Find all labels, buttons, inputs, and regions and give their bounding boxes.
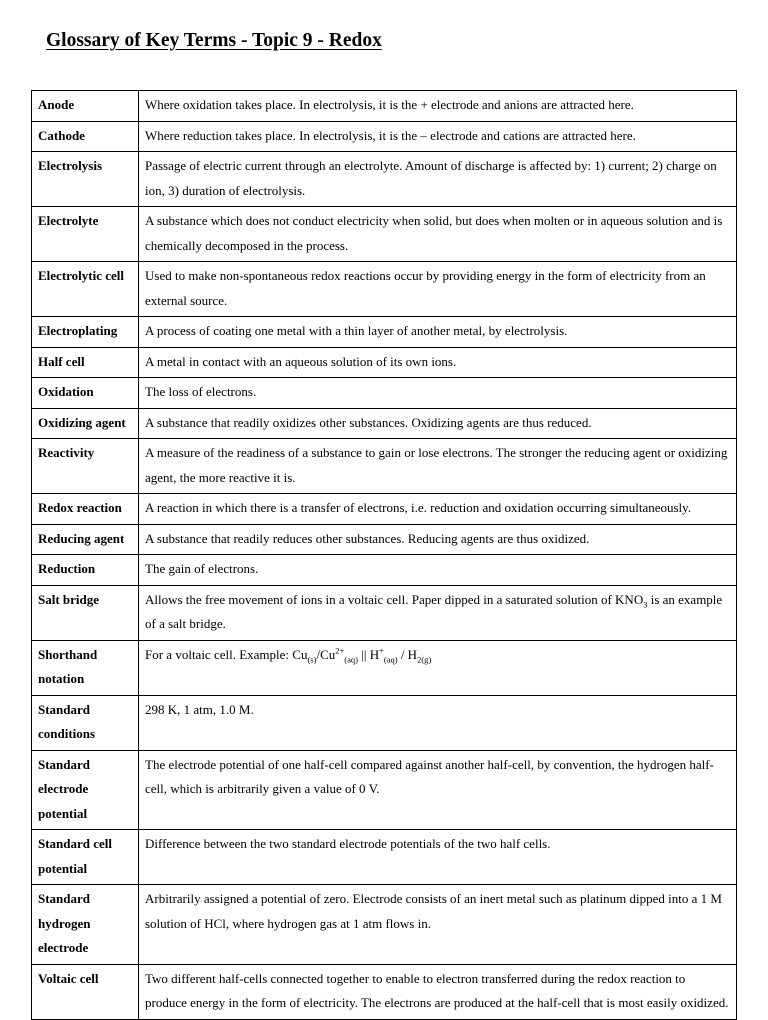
definition-cell: 298 K, 1 atm, 1.0 M. [139, 695, 737, 750]
definition-text: /Cu [316, 646, 336, 662]
definition-text: For a voltaic cell. Example: Cu [145, 646, 308, 662]
table-row [32, 885, 737, 965]
table-row [32, 439, 737, 494]
definition-cell: Passage of electric current through an electrolyte. Amount of discharge is affected by: 1) current; 2) charge on ion, 3) duration of electrolysis. [139, 152, 737, 207]
term-cell: Shorthand notation [32, 640, 139, 695]
term-cell: Voltaic cell [32, 964, 139, 1019]
subscript: 3 [643, 599, 648, 610]
definition-cell: Used to make non-spontaneous redox reactions occur by providing energy in the form of electricity from an external source. [139, 262, 737, 317]
term-cell: Half cell [32, 347, 139, 378]
term-cell: Standard electrode potential [32, 750, 139, 830]
definition-cell: Where oxidation takes place. In electrolysis, it is the + electrode and anions are attracted here. [139, 91, 737, 122]
table-row [32, 121, 737, 152]
subscript: (aq) [344, 654, 358, 665]
table-row [32, 830, 737, 885]
term-cell: Reduction [32, 555, 139, 586]
subscript: 2(g) [417, 654, 432, 665]
superscript: 2+ [335, 645, 345, 656]
definition-cell: Difference between the two standard electrode potentials of the two half cells. [139, 830, 737, 885]
term-cell: Oxidation [32, 378, 139, 409]
term-cell: Cathode [32, 121, 139, 152]
definition-cell: A measure of the readiness of a substance to gain or lose electrons. The stronger the reducing agent or oxidizing agent, the more reactive it is. [139, 439, 737, 494]
term-cell: Electrolyte [32, 207, 139, 262]
term-cell: Anode [32, 91, 139, 122]
definition-cell: A substance which does not conduct electricity when solid, but does when molten or in aqueous solution and is chemically decomposed in the process. [139, 207, 737, 262]
definition-cell [139, 585, 737, 640]
glossary-table [31, 90, 737, 1020]
definition-cell: The gain of electrons. [139, 555, 737, 586]
table-row [32, 152, 737, 207]
table-row [32, 555, 737, 586]
definition-cell: The loss of electrons. [139, 378, 737, 409]
table-row [32, 207, 737, 262]
definition-cell: Where reduction takes place. In electrolysis, it is the – electrode and cations are attracted here. [139, 121, 737, 152]
term-cell: Standard hydrogen electrode [32, 885, 139, 965]
definition-text: Allows the free movement of ions in a voltaic cell. Paper dipped in a saturated solution of KNO [145, 591, 644, 607]
term-cell: Standard conditions [32, 695, 139, 750]
definition-cell: A metal in contact with an aqueous solution of its own ions. [139, 347, 737, 378]
term-cell: Reactivity [32, 439, 139, 494]
table-row [32, 408, 737, 439]
definition-text: is an example of a salt bridge. [145, 591, 723, 631]
table-row [32, 750, 737, 830]
definition-cell: A reaction in which there is a transfer of electrons, i.e. reduction and oxidation occurring simultaneously. [139, 494, 737, 525]
term-cell: Standard cell potential [32, 830, 139, 885]
definition-cell: A substance that readily reduces other substances. Reducing agents are thus oxidized. [139, 524, 737, 555]
table-row [32, 494, 737, 525]
table-row [32, 91, 737, 122]
term-cell: Reducing agent [32, 524, 139, 555]
definition-cell: A substance that readily oxidizes other substances. Oxidizing agents are thus reduced. [139, 408, 737, 439]
term-cell: Electrolytic cell [32, 262, 139, 317]
table-row [32, 964, 737, 1019]
term-cell: Redox reaction [32, 494, 139, 525]
table-row [32, 640, 737, 695]
table-row [32, 262, 737, 317]
subscript: (s) [307, 654, 317, 665]
definition-text: || H [357, 646, 380, 662]
definition-text: / H [397, 646, 418, 662]
definition-cell: Two different half-cells connected together to enable to electron transferred during the redox reaction to produce energy in the form of electricity. The electrons are produced at the half-cell that is most easily oxidized. [139, 964, 737, 1019]
table-row [32, 347, 737, 378]
term-cell: Electroplating [32, 317, 139, 348]
page-title: Glossary of Key Terms - Topic 9 - Redox [46, 30, 382, 51]
superscript: + [379, 645, 384, 656]
term-cell: Electrolysis [32, 152, 139, 207]
definition-cell [139, 640, 737, 695]
table-row [32, 524, 737, 555]
table-row [32, 317, 737, 348]
term-cell: Oxidizing agent [32, 408, 139, 439]
term-cell: Salt bridge [32, 585, 139, 640]
table-row [32, 585, 737, 640]
definition-cell: Arbitrarily assigned a potential of zero. Electrode consists of an inert metal such as platinum dipped into a 1 M solution of HCl, where hydrogen gas at 1 atm flows in. [139, 885, 737, 965]
table-row [32, 378, 737, 409]
table-row [32, 695, 737, 750]
definition-cell: A process of coating one metal with a thin layer of another metal, by electrolysis. [139, 317, 737, 348]
subscript: (aq) [383, 654, 398, 665]
definition-cell: The electrode potential of one half-cell compared against another half-cell, by convention, the hydrogen half-cell, which is arbitrarily given a value of 0 V. [139, 750, 737, 830]
